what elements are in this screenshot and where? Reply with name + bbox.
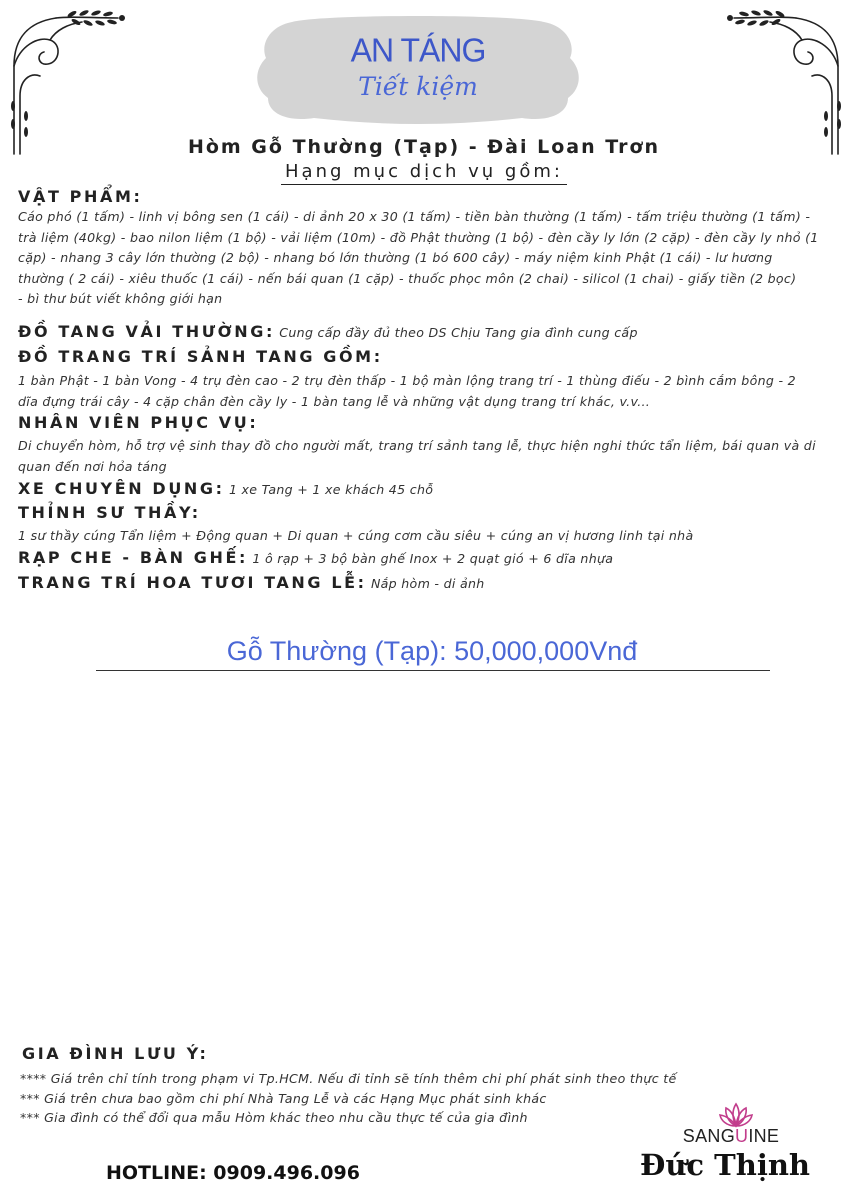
page-subtitle: Tiết kiệm (358, 72, 478, 101)
section-hoa-tuoi-heading: TRANG TRÍ HOA TƯƠI TANG LỄ: (18, 573, 367, 592)
price-label: Gỗ Thường (Tạp): 50,000,000Vnđ (226, 636, 638, 666)
section-nhan-vien-heading: NHÂN VIÊN PHỤC VỤ: (18, 413, 259, 432)
section-vat-pham-body (18, 207, 844, 310)
page-title: AN TÁNG (350, 31, 486, 69)
note-item: **** Giá trên chỉ tính trong phạm vi Tp.HCM. Nếu đi tỉnh sẽ tính thêm chi phí phát sinh theo thực tế (20, 1071, 677, 1086)
section-do-tang-heading: ĐỒ TANG VẢI THƯỜNG: (18, 322, 275, 341)
hotline: HOTLINE: 0909.496.096 (106, 1162, 360, 1184)
section-xe-desc: 1 xe Tang + 1 xe khách 45 chỗ (224, 482, 434, 497)
price-divider (96, 670, 770, 671)
corner-ornament-right-icon (722, 6, 842, 156)
section-vat-pham-heading: VẬT PHẨM: (18, 187, 143, 206)
trang-tri-sanh-line: dĩa đựng trái cây - 4 cặp chân đèn cầy ly - 1 bàn tang lễ và những vật dụng trang trí khác, v.v... (18, 393, 651, 409)
package-title: Hòm Gỗ Thường (Tạp) - Đài Loan Trơn (187, 136, 661, 158)
section-rap-che-desc: 1 ô rạp + 3 bộ bàn ghế Inox + 2 quạt gió + 6 dĩa nhựa (248, 551, 614, 566)
brand-sanguine: SANGUINE (682, 1126, 780, 1146)
section-nhan-vien-body (18, 436, 844, 477)
section-thinh-su-body: 1 sư thầy cúng Tẩn liệm + Động quan + Di quan + cúng cơm cầu siêu + cúng an vị hương linh tại nhà (18, 528, 694, 543)
section-trang-tri-sanh-heading: ĐỒ TRANG TRÍ SẢNH TANG GỒM: (18, 347, 383, 366)
section-xe (18, 479, 433, 498)
vat-pham-line: - bì thư bút viết không giới hạn (18, 291, 223, 306)
lotus-icon (718, 1102, 754, 1128)
section-xe-heading: XE CHUYÊN DỤNG: (18, 479, 225, 498)
services-heading (0, 161, 848, 182)
notes-heading: GIA ĐÌNH LƯU Ý: (22, 1044, 209, 1063)
corner-ornament-left-icon (10, 6, 130, 156)
vat-pham-line: Cáo phó (1 tấm) - linh vị bông sen (1 cái) - di ảnh 20 x 30 (1 tấm) - tiền bàn thường (1 tấm) - tấm triệu thường (1 tấm) - (18, 209, 811, 224)
section-trang-tri-sanh-body (18, 371, 844, 412)
vat-pham-line: cặp) - nhang 3 cây lớn thường (2 bộ) - nhang bó lớn thường (1 bó 600 cây) - máy niệm kinh Phật (1 cái) - lư hương (18, 250, 773, 265)
nhan-vien-line: Di chuyển hòm, hỗ trợ vệ sinh thay đồ cho người mất, trang trí sảnh tang lễ, thực hiện nghi thức tẩn liệm, bái quan và di (18, 438, 816, 453)
section-rap-che (18, 548, 613, 567)
section-do-tang-desc: Cung cấp đầy đủ theo DS Chịu Tang gia đình cung cấp (275, 325, 638, 340)
brand-duc-thinh: Đức Thịnh (639, 1148, 811, 1182)
note-item: *** Giá trên chưa bao gồm chi phí Nhà Tang Lễ và các Hạng Mục phát sinh khác (20, 1091, 547, 1106)
nhan-vien-line: quan đến nơi hỏa táng (18, 458, 167, 474)
note-item: *** Gia đình có thể đổi qua mẫu Hòm khác theo nhu cầu thực tế của gia đình (20, 1110, 528, 1125)
section-thinh-su-heading: THỈNH SƯ THẦY: (18, 503, 201, 522)
section-hoa-tuoi (18, 573, 485, 592)
section-hoa-tuoi-desc: Nắp hòm - di ảnh (366, 576, 485, 591)
trang-tri-sanh-line: 1 bàn Phật - 1 bàn Vong - 4 trụ đèn cao - 2 trụ đèn thấp - 1 bộ màn lộng trang trí - 1 thùng điếu - 2 bình cắm bông - 2 (18, 373, 796, 388)
vat-pham-line: thường ( 2 cái) - xiêu thuốc (1 cái) - nến bái quan (1 cặp) - thuốc phọc môn (2 chai) - silicol (1 chai) - giấy tiền (2 bọc) (18, 270, 797, 286)
section-rap-che-heading: RẠP CHE - BÀN GHẾ: (18, 548, 249, 567)
services-heading-text: Hạng mục dịch vụ gồm: (281, 161, 567, 185)
vat-pham-line: trà liệm (40kg) - bao nilon liệm (1 bộ) - vải liệm (10m) - đồ Phật thường (1 bộ) - đèn cầy ly lớn (2 cặp) - đèn cầy ly nhỏ (1 (18, 229, 819, 245)
section-do-tang (18, 322, 638, 341)
